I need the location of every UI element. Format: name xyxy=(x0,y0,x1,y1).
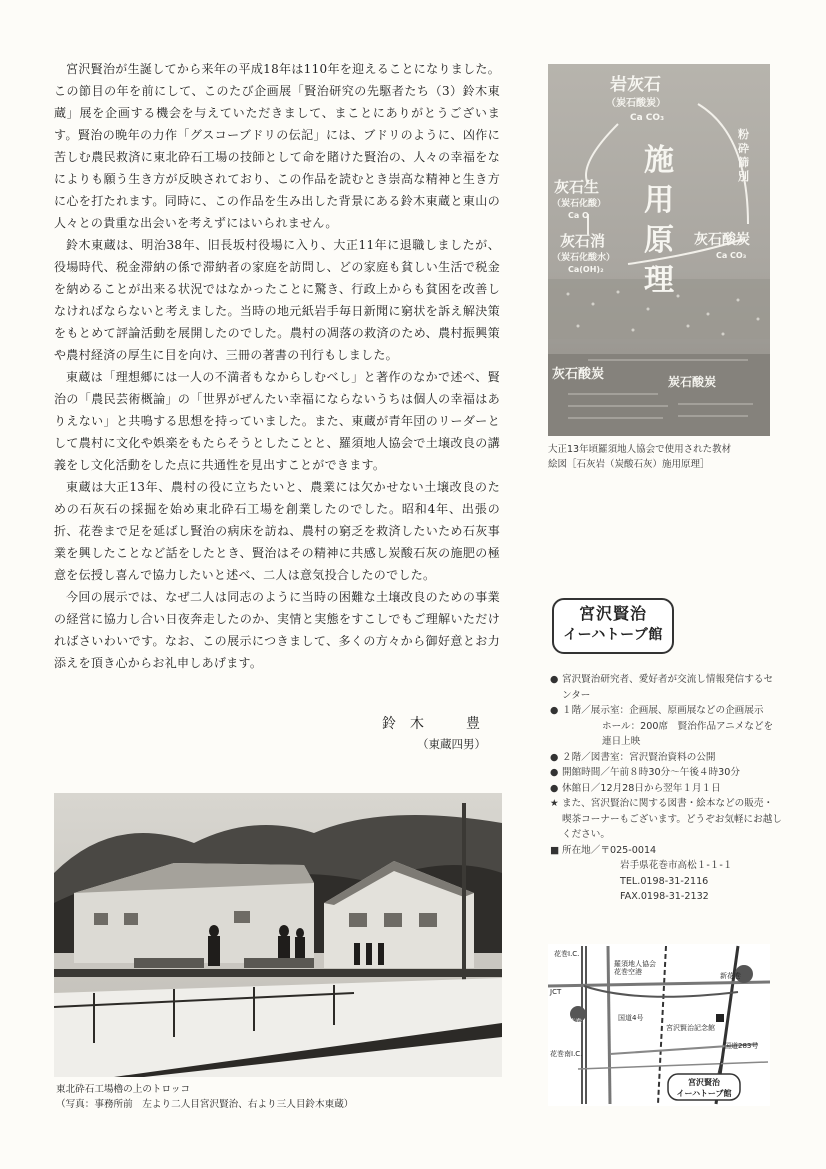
essay-paragraph: 宮沢賢治が生誕してから来年の平成18年は110年を迎えることになりました。この節目の年を前にして、このたび企画展「賢治研究の先駆者たち（3）鈴木東蔵」展を企画する機会を与えていただきまして、まことにありがとうございます。賢治の晩年の力作「グスコーブドリの伝記」には、ブドリのように、凶作に苦しむ農民救済に東北砕石工場の技師として命を賭けた賢治の、人々の幸福をなによりも願う生き方が反映されており、この作品を読むとき崇高な精神と生き方に心を打たれます。同時に、この作品を生み出した背景にある鈴木東蔵と東山の人々との貴重な出会いを考えずにはいられません。 xyxy=(54,62,500,230)
museum-info xyxy=(550,672,782,905)
info-row xyxy=(550,781,782,797)
factory-photo xyxy=(54,793,502,1077)
label-powder-char: 粉 xyxy=(738,128,749,141)
info-row xyxy=(550,796,782,843)
info-text: 休館日／12月28日から翌年１月１日 xyxy=(562,782,721,794)
signature-relation: （東蔵四男） xyxy=(417,737,486,751)
bullet-icon xyxy=(550,719,602,750)
map-label-hanamaki: 花巻 xyxy=(568,1018,582,1026)
map-label-hanamaki-minami: 花巻南I.C. xyxy=(550,1050,583,1058)
info-text: 開館時間／午前８時30分〜午後４時30分 xyxy=(562,767,740,778)
info-text: 宮沢賢治研究者、愛好者が交流し情報発信するセンター xyxy=(562,674,774,701)
label-powder-char: 篩 xyxy=(738,156,749,169)
bullet-icon: ● xyxy=(550,767,559,778)
bullet-icon: ● xyxy=(550,674,559,685)
star-icon: ★ xyxy=(550,798,559,809)
diagram-caption xyxy=(548,442,784,472)
museum-logo-name: 宮沢賢治 xyxy=(578,604,647,623)
essay-paragraph: 東蔵は「理想郷には一人の不満者もなからしむべし」と著作のなかで述べ、賢治の「農民芸術概論」の「世界がぜんたい幸福にならないうちは個人の幸福はありえない」と共鳴する思想を持っていました。また、東蔵が青年団のリーダーとして農村に文化や娯楽をもたらそうとしたことと、羅須地人協会で土壌改良の講義をし文化活動をした点に共通性を見出すことができます。 xyxy=(54,370,500,472)
signature-name: 鈴木 豊 xyxy=(382,716,494,732)
bullet-icon: ● xyxy=(550,705,559,716)
label-quicklime-sub: （炭石化酸） xyxy=(552,199,607,209)
diagram-caption-line: 大正13年頃羅須地人協会で使用された教材 xyxy=(548,444,732,455)
info-row xyxy=(550,703,782,719)
label-slaked-sub: （炭石化酸水） xyxy=(552,253,616,263)
map-label-rasu: 羅須地人協会 xyxy=(614,960,656,968)
map-museum-badge-name: 宮沢賢治 xyxy=(688,1078,720,1087)
tel: TEL.0198-31-2116 xyxy=(620,875,709,887)
label-carbonate: 灰石酸炭 xyxy=(694,232,750,248)
info-row xyxy=(550,672,782,703)
bullet-icon: ● xyxy=(550,782,559,794)
map-label-hanamaki-ic: 花巻I.C. xyxy=(554,950,580,958)
diagram-title-char: 原 xyxy=(644,223,674,258)
label-powder-char: 砕 xyxy=(738,142,749,155)
label-limestone: 岩灰石 xyxy=(610,75,661,95)
map-label-kenji-museum: 宮沢賢治記念館 xyxy=(666,1024,715,1032)
map-label-airport: 花巻空港 xyxy=(614,968,642,976)
info-row xyxy=(550,750,782,766)
label-limestone-formula: Ca CO₃ xyxy=(630,113,665,123)
essay-paragraph: 東蔵は大正13年、農村の役に立ちたいと、農業には欠かせない土壌改良のための石灰石の採掘を始め東北砕石工場を創業したのでした。昭和4年、出張の折、花巻まで足を延ばし賢治の病床を訪ね、農村の窮乏を救済したいため石灰事業を興したことなど話をしたとき、賢治はその精神に共感し炭酸石灰の施肥の極意を伝授し喜んで協力したいと述べ、二人は意気投合したのでした。 xyxy=(54,480,500,582)
label-bottom-left: 灰石酸炭 xyxy=(552,367,605,382)
label-powder-char: 別 xyxy=(738,170,749,183)
label-limestone-sub: （炭石酸炭） xyxy=(606,98,666,109)
info-row xyxy=(550,765,782,781)
map-label-jct: JCT xyxy=(550,988,562,996)
info-text: また、宮沢賢治に関する図書・絵本などの販売・喫茶コーナーもございます。どうぞお気軽にお越しください。 xyxy=(562,798,782,840)
info-text: ホール：200席 賢治作品アニメなどを連日上映 xyxy=(602,720,774,747)
label-bottom-right: 炭石酸炭 xyxy=(668,375,717,389)
square-icon: ■ xyxy=(550,844,560,856)
map-label-route4: 国道4号 xyxy=(618,1014,644,1022)
info-text: １階／展示室：企画展、原画展などの企画展示 xyxy=(562,705,764,716)
address: 岩手県花巻市高松１-１-１ xyxy=(620,860,733,871)
diagram-caption-line: 絵図［石灰岩（炭酸石灰）施用原理］ xyxy=(548,459,710,470)
map-label-route283: 国道283号 xyxy=(724,1042,759,1050)
photo-caption xyxy=(56,1082,516,1112)
photo-caption-line: （写真：事務所前 左より二人目宮沢賢治、右より三人目鈴木東蔵） xyxy=(56,1099,354,1110)
museum-logo-subname: イーハトーブ館 xyxy=(563,627,663,643)
info-text: 所在地／〒025-0014 xyxy=(562,844,657,856)
diagram-title-char: 理 xyxy=(644,263,674,298)
signature xyxy=(54,714,492,754)
essay-paragraph: 今回の展示では、なぜ二人は同志のように当時の困難な土壌改良のための事業の経営に協力し合い日夜奔走したのか、実情と実態をすこしでもご理解いただければさいわいです。なお、この展示につきまして、多くの方々から御好意とお力添えを頂き心からお礼申しあげます。 xyxy=(54,590,500,670)
info-row xyxy=(550,719,782,750)
label-quicklime-formula: Ca O xyxy=(568,211,589,220)
essay-body xyxy=(54,58,500,674)
fax: FAX.0198-31-2132 xyxy=(620,891,709,902)
photo-caption-line: 東北砕石工場櫓の上のトロッコ xyxy=(56,1084,191,1095)
diagram-title-char: 施 xyxy=(644,143,674,178)
essay-paragraph: 鈴木東蔵は、明治38年、旧長坂村役場に入り、大正11年に退職しましたが、役場時代、税金滞納の係で滞納者の家庭を訪問し、どの家庭も貧しい生活で税金を納めることが出来る状況ではなかったことに驚き、行政上からも貧困を改善しなければならないと考えました。当時の地元紙岩手毎日新聞に窮状を訴え解決策をもとめて評論活動を展開したのでした。農村の凋落の救済のため、農村振興策や農村経済の厚生に目を向け、三冊の著書の刊行もしました。 xyxy=(54,238,500,362)
label-quicklime: 灰石生 xyxy=(554,178,600,196)
label-carbonate-formula: Ca CO₃ xyxy=(716,251,747,260)
map-label-shinkansen-station: 新花巻 xyxy=(720,972,741,980)
teaching-diagram-image xyxy=(548,64,770,436)
diagram-title-char: 用 xyxy=(644,183,674,218)
map-museum-badge-subname: イーハトーブ館 xyxy=(676,1089,732,1098)
museum-logo xyxy=(552,598,674,654)
label-slaked-formula: Ca(OH)₂ xyxy=(568,265,604,274)
address-block xyxy=(550,858,782,905)
info-text: ２階／図書室：宮沢賢治資料の公開 xyxy=(562,751,716,763)
bullet-icon: ● xyxy=(550,751,559,763)
label-slaked: 灰石消 xyxy=(560,232,606,250)
info-row xyxy=(550,843,782,859)
access-map xyxy=(548,944,770,1106)
